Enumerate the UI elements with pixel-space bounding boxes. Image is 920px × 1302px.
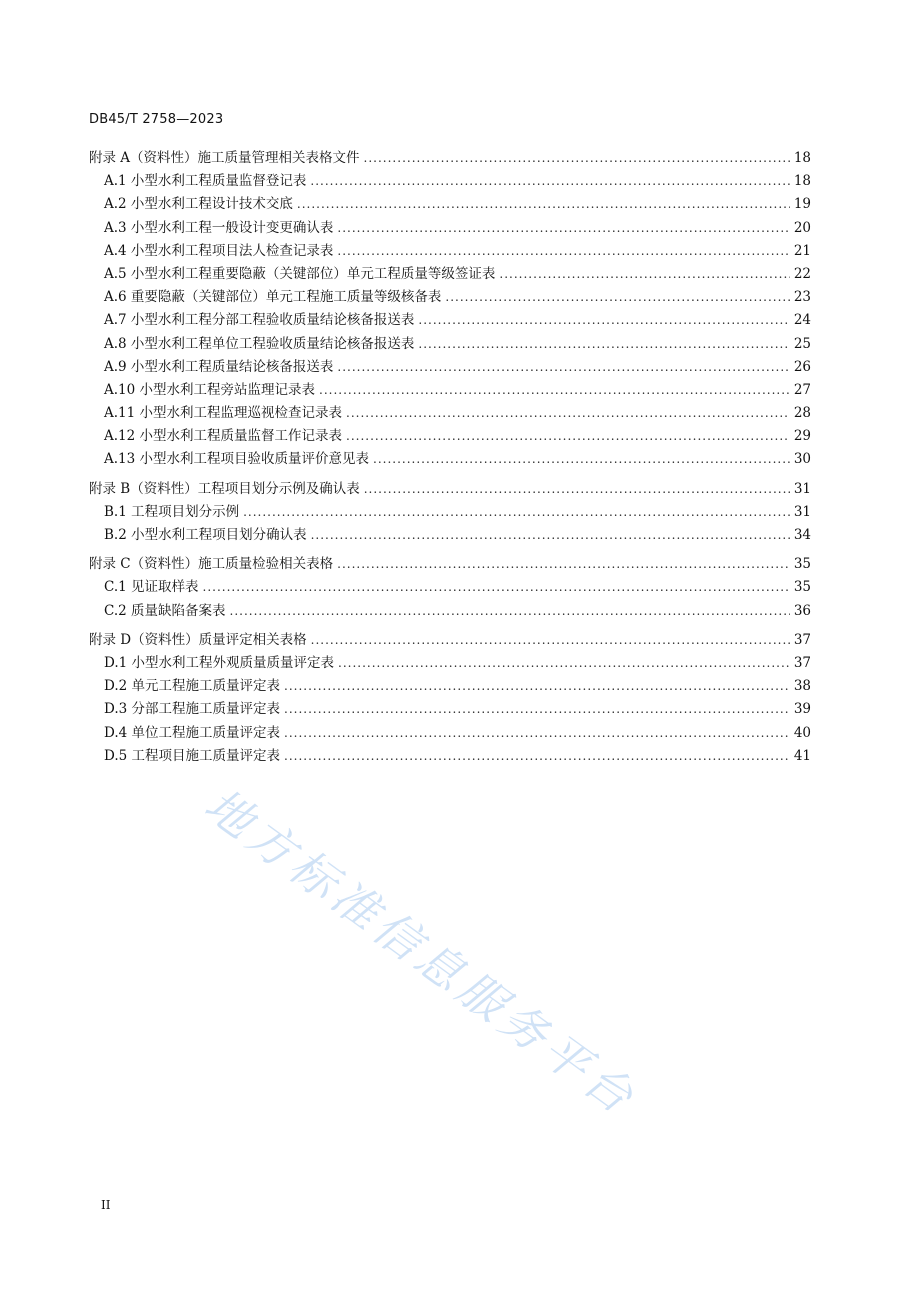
toc-leader-dots [418,313,789,327]
toc-entry-title: A.12 小型水利工程质量监督工作记录表 [104,428,343,445]
toc-entry-page: 35 [793,579,811,596]
toc-entry[interactable] [89,575,811,598]
toc-leader-dots [338,656,790,670]
toc-entry[interactable] [89,424,811,447]
toc-entry-title: A.11 小型水利工程监理巡视检查记录表 [104,405,343,422]
toc-entry-title: A.3 小型水利工程一般设计变更确认表 [104,219,334,236]
toc-entry-title: D.1 小型水利工程外观质量质量评定表 [104,654,335,671]
toc-entry-title: A.4 小型水利工程项目法人检查记录表 [104,242,334,259]
toc-entry-title: 附录 A（资料性）施工质量管理相关表格文件 [89,150,360,166]
toc-entry[interactable] [89,332,811,355]
toc-leader-dots [373,452,790,466]
toc-entry-page: 36 [793,602,811,619]
toc-entry-page: 30 [793,451,811,468]
toc-group [89,552,811,622]
toc-leader-dots [319,383,790,397]
toc-entry-title: C.1 见证取样表 [104,579,199,596]
toc-entry-page: 24 [793,312,811,329]
toc-entry[interactable] [89,401,811,424]
toc-entry-page: 38 [793,678,811,695]
toc-entry[interactable] [89,262,811,285]
toc-entry-page: 31 [793,480,811,497]
toc-entry-title: D.2 单元工程施工质量评定表 [104,678,281,695]
toc-entry-page: 37 [793,654,811,671]
toc-leader-dots [337,360,789,374]
toc-entry-page: 37 [793,631,811,648]
toc-leader-dots [203,580,790,594]
toc-entry-page: 40 [793,724,811,741]
toc-entry[interactable] [89,500,811,523]
toc-leader-dots [284,679,790,693]
toc-entry-page: 25 [793,335,811,352]
toc-entry[interactable] [89,674,811,697]
toc-entry[interactable] [89,721,811,744]
toc-leader-dots [499,267,789,281]
toc-appendix-entry[interactable] [89,552,811,575]
toc-entry-page: 27 [793,381,811,398]
toc-entry-page: 22 [793,265,811,282]
watermark: 地方标准信息服务平台 [194,777,648,1127]
toc-leader-dots [418,337,789,351]
toc-entry[interactable] [89,651,811,674]
toc-appendix-entry[interactable] [89,477,811,500]
toc-entry[interactable] [89,378,811,401]
toc-entry-page: 34 [793,527,811,543]
toc-leader-dots [364,482,790,496]
toc-entry-title: A.8 小型水利工程单位工程验收质量结论核备报送表 [104,335,415,352]
toc-entry-title: A.5 小型水利工程重要隐蔽（关键部位）单元工程质量等级签证表 [104,265,496,282]
page-number: II [101,1198,111,1212]
toc-appendix-entry[interactable] [89,628,811,651]
toc-entry[interactable] [89,355,811,378]
toc-entry-page: 31 [793,503,811,520]
toc-entry-title: A.1 小型水利工程质量监督登记表 [104,173,307,190]
toc-group [89,628,811,767]
toc-entry-page: 28 [793,405,811,422]
toc-entry-title: A.7 小型水利工程分部工程验收质量结论核备报送表 [104,312,415,329]
toc-entry-title: B.1 工程项目划分示例 [104,503,240,520]
toc-entry-title: C.2 质量缺陷备案表 [104,602,226,619]
toc-entry-title: B.2 小型水利工程项目划分确认表 [104,527,307,543]
toc-leader-dots [311,528,790,542]
toc-leader-dots [284,702,790,716]
toc-entry[interactable] [89,447,811,470]
toc-entry-title: D.3 分部工程施工质量评定表 [104,701,281,718]
toc-entry[interactable] [89,697,811,720]
toc-entry-page: 18 [793,173,811,190]
toc-entry-page: 20 [793,219,811,236]
toc-entry[interactable] [89,239,811,262]
toc-entry[interactable] [89,523,811,546]
toc-entry-title: A.9 小型水利工程质量结论核备报送表 [104,358,334,375]
toc-leader-dots [337,557,790,571]
document-code: DB45/T 2758—2023 [89,112,224,127]
toc-leader-dots [297,197,790,211]
toc-entry-page: 35 [793,556,811,573]
toc-entry-title: 附录 B（资料性）工程项目划分示例及确认表 [89,480,360,497]
toc-leader-dots [445,290,789,304]
toc-entry-title: A.13 小型水利工程项目验收质量评价意见表 [104,451,370,468]
toc-group [89,146,811,471]
toc-leader-dots [337,244,789,258]
toc-entry-page: 29 [793,428,811,445]
toc-entry-title: D.5 工程项目施工质量评定表 [104,747,281,764]
toc-entry-page: 21 [793,242,811,259]
toc-entry[interactable] [89,744,811,767]
toc-leader-dots [346,429,790,443]
toc-group [89,477,811,547]
toc-entry-page: 19 [793,196,811,213]
toc-entry-page: 26 [793,358,811,375]
toc-leader-dots [243,505,790,519]
table-of-contents [89,146,811,773]
toc-leader-dots [311,633,790,647]
toc-leader-dots [284,726,790,740]
toc-appendix-entry[interactable] [89,146,811,169]
toc-entry[interactable] [89,599,811,622]
toc-entry[interactable] [89,169,811,192]
toc-entry-title: D.4 单位工程施工质量评定表 [104,724,281,741]
toc-entry-page: 41 [793,747,811,764]
toc-entry-title: 附录 C（资料性）施工质量检验相关表格 [89,556,334,573]
toc-leader-dots [284,749,790,763]
toc-leader-dots [230,604,790,618]
toc-entry-title: A.10 小型水利工程旁站监理记录表 [104,381,316,398]
toc-entry-title: 附录 D（资料性）质量评定相关表格 [89,631,307,648]
toc-entry[interactable] [89,285,811,308]
toc-leader-dots [310,174,789,188]
toc-entry-page: 23 [793,289,811,306]
toc-entry[interactable] [89,308,811,331]
toc-entry[interactable] [89,192,811,215]
toc-entry-title: A.2 小型水利工程设计技术交底 [104,196,293,213]
toc-leader-dots [346,406,790,420]
toc-entry-title: A.6 重要隐蔽（关键部位）单元工程施工质量等级核备表 [104,289,442,306]
toc-leader-dots [364,151,790,165]
toc-entry[interactable] [89,216,811,239]
toc-leader-dots [337,221,789,235]
toc-entry-page: 18 [793,150,811,166]
toc-entry-page: 39 [793,701,811,718]
